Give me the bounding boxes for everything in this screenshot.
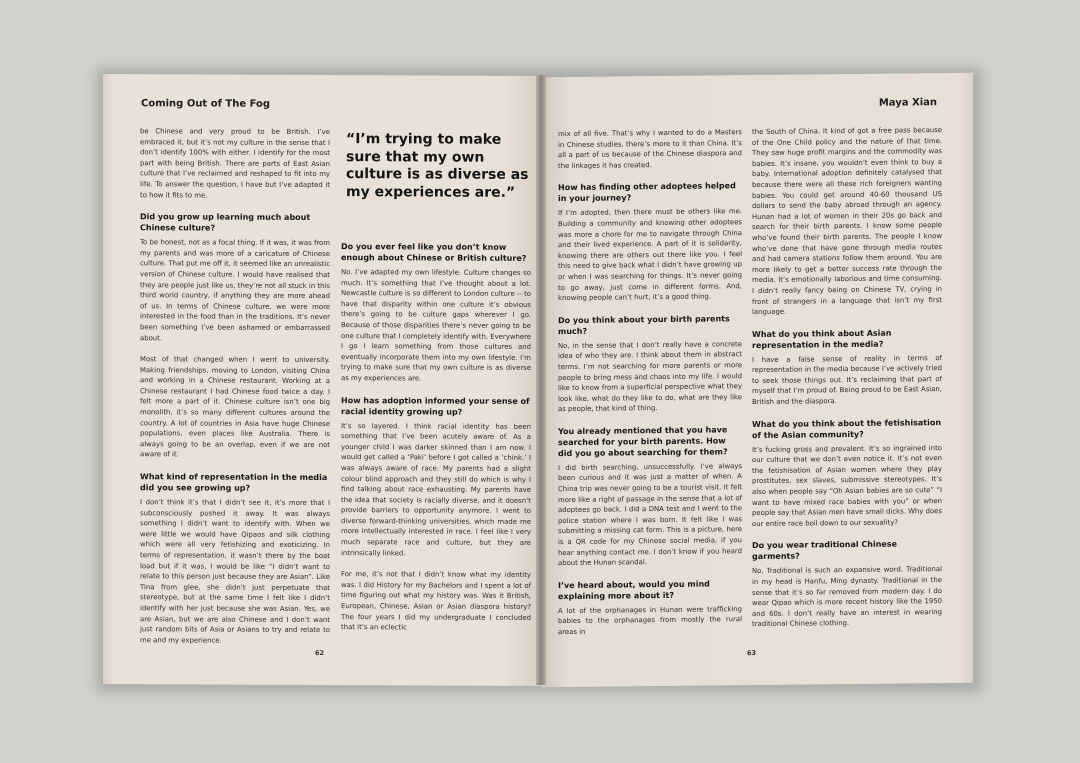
question-heading: I’ve heard about, would you mind explaining more about it? <box>558 579 710 601</box>
paragraph: the South of China. It kind of got a free pass because of the One Child policy and the nature of that time. They saw huge profit margins and the commodity was babies. It’s insane, you wouldn’t even think to buy a baby. International adoption definitely catalysed that because there were all these rich foreigners wanting babies. You could get around 40-60 thousand US dollars to send the baby abroad through an agency. Hunan had a lot of women in their 20s go back and search for their birth parents. I know some people who’ve found their birth parents. The people I know who’ve done that have gone through media routes and had camera stations follow them around. You are more likely to get a better success rate through the media. It’s emotionally laborious and time consuming. I didn’t really fancy being on Chinese TV, crying in front of strangers in a language that isn’t my first language. <box>752 126 942 317</box>
left-column-1 <box>140 126 330 657</box>
question-heading: How has adoption informed your sense of racial identity growing up? <box>341 395 530 417</box>
paragraph: No, in the sense that I don’t really have a concrete idea of who they are. I think about them in abstract terms. I’m not searching for more parents or more people to bring mess and chaos into my life. I would like to know from a superficial perspective what they look like, what do they like to do, what are they like as people, that kind of thing. <box>558 339 742 414</box>
question-heading: What do you think about the fetishisation of the Asian community? <box>752 417 942 440</box>
paragraph: If I’m adopted, then there must be others like me. Building a community and knowing other adoptees was more a chore for me to navigate through China and their lived experience. A part of it is solidarity, knowing there are others out there like you. I feel this need to give back what I didn’t have growing up or when I was searching for things. It’s never going to go away, just come in different forms. And, knowing people can’t hurt, it’s a good thing. <box>558 207 742 303</box>
paragraph: I have a false sense of reality in terms of representation in the media because I’ve actively tried to seek those things out. It’s reclaiming that part of myself that I’m proud of. Being proud to be East Asian, British and the diaspora. <box>752 353 942 407</box>
magazine-spine <box>536 75 546 685</box>
paragraph: It’s so layered. I think racial identity has been something that I’ve been acutely aware of. As a younger child I was darker skinned than I am now. I would get called a ‘Paki’ before I got called a ‘chink.’ I was always aware of race. My parents had a slight colour blind approach and they still do which is why I find talking about race exhausting. My parents have the idea that society is racially diverse, and it doesn’t provide barriers to opportunity anymore. I went to diverse forward-thinking universities, which made me more intellectually interested in race. I feel like I very much separate race and culture, but they are intrinsically linked. <box>341 421 531 558</box>
right-page <box>541 73 973 688</box>
paragraph: Most of that changed when I went to university. Making friendships, moving to London, visiting China and working in a Chinese restaurant. Working at a Chinese restaurant I had Chinese food twice a day. I felt more a part of it. Chinese culture isn’t one big monolith, it’s so many different cultures around the country. A lot of countries in Asia have huge Chinese populations, even places like Australia. There is always going to be an overlap, even if we are not aware of it. <box>140 355 330 459</box>
question-heading: What do you think about Asian representation in the media? <box>752 328 892 350</box>
paragraph: To be honest, not as a focal thing. If it was, it was from my parents and was more of a caricature of Chinese culture. That put me off it, it seemed like an unrealistic version of Chinese culture. I would have realised that they are people just like us, they’re not all stuck in this third world country, if anything they are more ahead of us. In terms of Chinese culture, we were more interested in the food than in the traditions. It’s never been something I’ve been ashamed or embarrassed about. <box>140 238 330 342</box>
page-number-left: 62 <box>315 648 325 658</box>
paragraph: A lot of the orphanages in Hunan were trafficking babies to the orphanages from mostly the rural areas in <box>558 604 742 637</box>
question-heading: Do you wear traditional Chinese garments? <box>752 539 897 562</box>
paragraph: I did birth searching, unsuccessfully. I’ve always been curious and it was just a matter of when. A China trip was never going to be a tourist visit. It felt more like a right of passage in the sense that a lot of adoptees go back. I did a DNA test and I went to the police station where I was born. It felt like I was submitting a missing cat form. This is a picture, here is a QR code for my Chinese social media, if you hear anything contact me. I don’t know if you heard about the Hunan scandal. <box>558 462 742 568</box>
paragraph: be Chinese and very proud to be British. I’ve embraced it, but it’s not my culture in the sense that I don’t identify 100% with either. I identify for the most part with being British. There are parts of East Asian culture that I’ve reclaimed and reshaped to fit into my life. To answer the question, I have but I’ve adapted it to how it fits to me. <box>140 127 330 200</box>
paragraph: I don’t think it’s that I didn’t see it, it’s more that I subconsciously pushed it away. It was always something I didn’t want to identify with. When we were little we would have Qipaos and silk clothing which were all very fetishizing and exoticizing. In terms of representation, it wasn’t there by the boat load but if it was, I would be like “I didn’t want to relate to this person just because they are Asian”. Like Tina from glee, she didn’t just perpetuate that stereotype, but at the same time I felt like I didn’t identify with her just because she was Asian. Yes, we are Asian, but we are also Chinese and I don’t want just random bits of Asia or Asians to try and relate to me and my experience. <box>140 498 330 645</box>
paragraph: No. Traditional is such an expansive word. Traditional in my head is Hanfu, Ming dynasty. Traditional in the sense that it’s so far removed from modern day. I do wear Qipao which is more recent history like the 1950 and 60s. I don’t really have an interest in wearing traditional Chinese clothing. <box>752 565 942 629</box>
running-head-left: Coming Out of The Fog <box>141 98 271 110</box>
right-column-1 <box>558 127 742 649</box>
question-heading: What kind of representation in the media did you see growing up? <box>140 472 328 493</box>
paragraph: For me, it’s not that I didn’t know what my identity was. I did History for my Bachelors and I spent a lot of time figuring out what my history was. Was it British, European, Chinese, Asian or Asian diaspora history? The four years I did my undergraduate I concluded that it’s an eclectic <box>341 570 531 632</box>
pull-quote: “I’m trying to make sure that my own culture is as diverse as my experiences are.” <box>346 131 529 201</box>
left-page <box>103 74 541 686</box>
right-column-2 <box>752 125 942 641</box>
question-heading: Did you grow up learning much about Chinese culture? <box>140 212 311 233</box>
question-heading: Do you ever feel like you don’t know enough about Chinese or British culture? <box>341 242 527 263</box>
question-heading: You already mentioned that you have searched for your birth parents. How did you go about searching for them? <box>558 425 728 458</box>
paragraph: It’s fucking gross and prevalent. It’s so ingrained into our culture that we don’t even notice it. It’s not even the fetishisation of Asian women where they play prostitutes, sex slaves, submissive stereotypes. It’s also when people say “Oh Asian babies are so cute” “I want to have mixed race babies with you” or when people say that Asian men have small dicks. Why does our entire race boil down to our sexuality? <box>752 443 942 528</box>
running-head-right: Maya Xian <box>878 97 937 109</box>
page-number-right: 63 <box>747 649 757 658</box>
paragraph: mix of all five. That’s why I wanted to do a Masters in Chinese studies, there’s more to it than China. It’s all a part of us because of the Chinese diaspora and the linkages it has created. <box>558 128 742 170</box>
question-heading: Do you think about your birth parents much? <box>558 314 730 336</box>
question-heading: How has finding other adoptees helped in your journey? <box>558 181 736 204</box>
left-column-2 <box>341 241 531 645</box>
paragraph: No. I’ve adapted my own lifestyle. Culture changes so much. It’s something that I’ve thought about a lot. Newcastle culture is so different to London culture -- to have that disparity within one culture it’s obvious there’s going to be culture gaps wherever I go. Because of those disparities there’s never going to be one culture that I completely identify with. Everywhere I go I learn something from those cultures and eventually incorporate them into my own lifestyle. I’m trying to make sure that my own culture is as diverse as my experiences are. <box>341 268 531 383</box>
